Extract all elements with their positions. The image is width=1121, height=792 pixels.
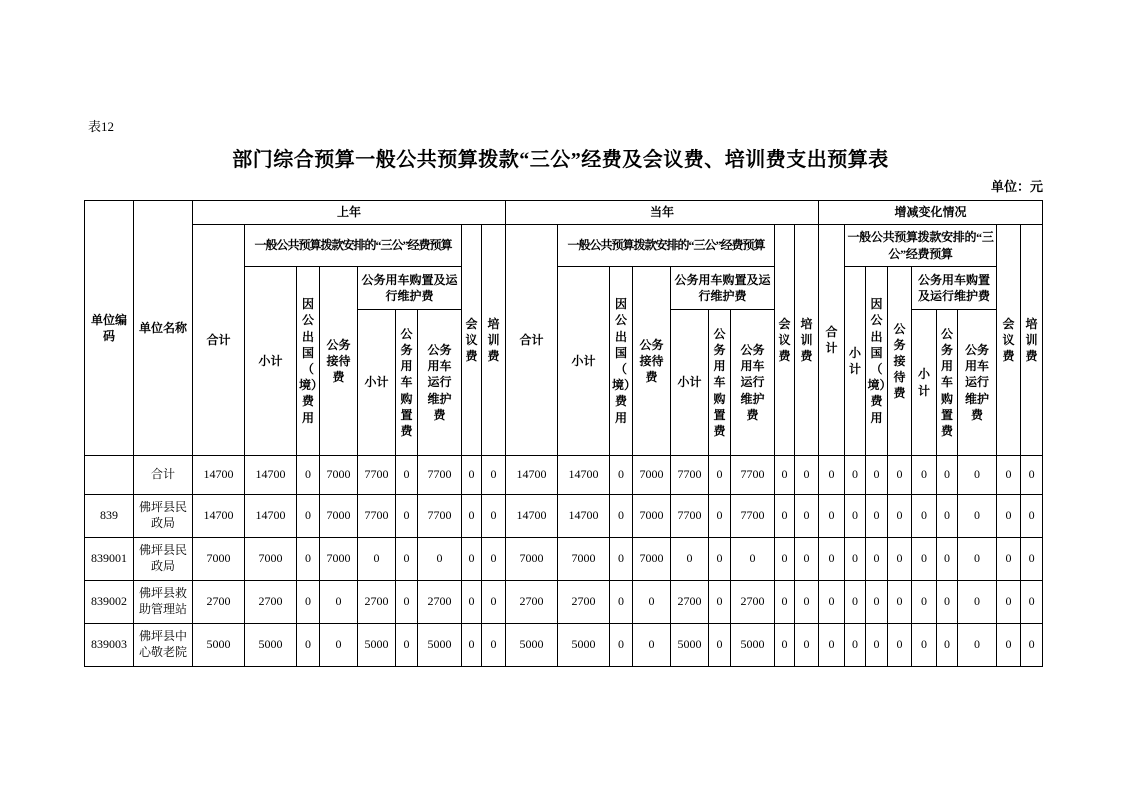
col-header-cy-conference	[775, 225, 795, 456]
unit-code-cell: 839001	[85, 538, 134, 581]
value-cell: 0	[482, 495, 506, 538]
value-cell: 0	[297, 624, 320, 667]
col-header-cy-reception	[633, 267, 671, 456]
col-header-chg-reception	[888, 267, 912, 456]
value-cell: 2700	[558, 581, 610, 624]
value-cell: 0	[997, 624, 1021, 667]
group-header-cy-sangong: 一般公共预算拨款安排的“三公”经费预算	[558, 225, 775, 267]
value-cell: 5000	[358, 624, 396, 667]
training-label: 培训费	[487, 316, 500, 364]
conference-label: 会议费	[778, 316, 791, 364]
value-cell: 0	[462, 581, 482, 624]
value-cell: 0	[819, 456, 845, 495]
unit-code-cell	[85, 456, 134, 495]
value-cell: 0	[297, 456, 320, 495]
value-cell: 0	[958, 581, 997, 624]
value-cell: 2700	[418, 581, 462, 624]
value-cell: 0	[795, 456, 819, 495]
value-cell: 0	[866, 456, 888, 495]
value-cell: 7700	[731, 456, 775, 495]
col-header-cy-vehicle-subtotal: 小计	[671, 310, 709, 456]
conference-label: 会议费	[465, 316, 478, 364]
value-cell: 0	[610, 624, 633, 667]
section-header-current-year: 当年	[506, 201, 819, 225]
value-cell: 0	[912, 456, 937, 495]
value-cell: 5000	[418, 624, 462, 667]
value-cell: 0	[462, 456, 482, 495]
group-header-chg-sangong: 一般公共预算拨款安排的“三公”经费预算	[845, 225, 997, 267]
vehicle-operation-label: 公务用车运行维护费	[965, 343, 990, 422]
col-header-ly-vehicle-operation	[418, 310, 462, 456]
value-cell: 0	[937, 456, 958, 495]
col-header-ly-subtotal: 小计	[245, 267, 297, 456]
unit-name-cell: 佛坪县民政局	[134, 495, 193, 538]
value-cell: 14700	[506, 495, 558, 538]
value-cell: 0	[482, 456, 506, 495]
value-cell: 0	[819, 538, 845, 581]
value-cell: 0	[958, 495, 997, 538]
value-cell: 0	[1021, 538, 1043, 581]
value-cell: 7000	[506, 538, 558, 581]
value-cell: 5000	[558, 624, 610, 667]
group-header-ly-sangong: 一般公共预算拨款安排的“三公”经费预算	[245, 225, 462, 267]
value-cell: 0	[958, 456, 997, 495]
value-cell: 0	[610, 495, 633, 538]
value-cell: 7700	[731, 495, 775, 538]
value-cell: 14700	[193, 456, 245, 495]
value-cell: 7000	[633, 495, 671, 538]
value-cell: 0	[320, 581, 358, 624]
value-cell: 0	[997, 538, 1021, 581]
value-cell: 0	[845, 538, 866, 581]
value-cell: 2700	[358, 581, 396, 624]
unit-code-cell: 839002	[85, 581, 134, 624]
value-cell: 0	[775, 495, 795, 538]
value-cell: 7700	[671, 456, 709, 495]
col-header-chg-subtotal	[845, 267, 866, 456]
value-cell: 0	[482, 624, 506, 667]
value-cell: 0	[958, 538, 997, 581]
col-header-cy-abroad: 因公出国（境）费用	[610, 267, 633, 456]
col-header-ly-reception	[320, 267, 358, 456]
col-header-cy-total: 合计	[506, 225, 558, 456]
value-cell: 0	[937, 581, 958, 624]
value-cell: 7000	[633, 456, 671, 495]
value-cell: 0	[937, 538, 958, 581]
table-row	[85, 581, 1043, 624]
section-header-change: 增减变化情况	[819, 201, 1043, 225]
value-cell: 14700	[558, 456, 610, 495]
value-cell: 0	[709, 456, 731, 495]
value-cell: 14700	[245, 495, 297, 538]
value-cell: 0	[888, 581, 912, 624]
value-cell: 0	[845, 624, 866, 667]
value-cell: 7000	[320, 456, 358, 495]
col-header-chg-abroad: 因公出国（境）费用	[866, 267, 888, 456]
vehicle-operation-label: 公务用车运行维护费	[427, 343, 452, 422]
value-cell: 0	[997, 581, 1021, 624]
value-cell: 0	[912, 624, 937, 667]
col-header-chg-vehicle-operation	[958, 310, 997, 456]
value-cell: 0	[775, 538, 795, 581]
value-cell: 0	[671, 538, 709, 581]
value-cell: 0	[462, 624, 482, 667]
value-cell: 0	[633, 581, 671, 624]
value-cell: 2700	[245, 581, 297, 624]
value-cell: 0	[775, 581, 795, 624]
col-header-cy-vehicle-operation	[731, 310, 775, 456]
page-title: 部门综合预算一般公共预算拨款“三公”经费及会议费、培训费支出预算表	[232, 149, 889, 171]
value-cell: 0	[320, 624, 358, 667]
unit-code-cell: 839	[85, 495, 134, 538]
value-cell: 0	[396, 624, 418, 667]
value-cell: 0	[709, 581, 731, 624]
value-cell: 0	[937, 624, 958, 667]
value-cell: 7000	[193, 538, 245, 581]
value-cell: 5000	[671, 624, 709, 667]
section-header-last-year: 上年	[193, 201, 506, 225]
value-cell: 0	[396, 538, 418, 581]
col-header-ly-vehicle-purchase: 公务用车购置费	[396, 310, 418, 456]
col-header-ly-abroad: 因公出国（境）费用	[297, 267, 320, 456]
unit-name-cell: 合计	[134, 456, 193, 495]
value-cell: 0	[888, 495, 912, 538]
value-cell: 0	[997, 456, 1021, 495]
unit-code-cell: 839003	[85, 624, 134, 667]
col-header-unit-name: 单位名称	[134, 201, 193, 456]
value-cell: 0	[888, 624, 912, 667]
training-label: 培训费	[800, 316, 813, 364]
col-header-unit-code: 单位编码	[85, 201, 134, 456]
value-cell: 0	[610, 538, 633, 581]
value-cell: 0	[358, 538, 396, 581]
value-cell: 7700	[418, 456, 462, 495]
value-cell: 7700	[418, 495, 462, 538]
value-cell: 0	[1021, 456, 1043, 495]
table-number-label: 表12	[88, 119, 115, 134]
value-cell: 0	[297, 581, 320, 624]
value-cell: 5000	[506, 624, 558, 667]
value-cell: 0	[866, 624, 888, 667]
value-cell: 0	[819, 581, 845, 624]
value-cell: 0	[633, 624, 671, 667]
value-cell: 0	[297, 538, 320, 581]
value-cell: 0	[997, 495, 1021, 538]
conference-label: 会议费	[1002, 316, 1015, 364]
value-cell: 0	[888, 456, 912, 495]
reception-label: 公务接待费	[639, 337, 664, 385]
value-cell: 5000	[731, 624, 775, 667]
value-cell: 14700	[506, 456, 558, 495]
subtotal-label: 小计	[849, 345, 862, 376]
value-cell: 0	[845, 581, 866, 624]
col-header-ly-conference	[462, 225, 482, 456]
reception-label: 公务接待费	[893, 321, 906, 401]
value-cell: 0	[912, 581, 937, 624]
table-row	[85, 456, 1043, 495]
value-cell: 0	[958, 624, 997, 667]
training-label: 培训费	[1025, 316, 1038, 364]
vehicle-operation-label: 公务用车运行维护费	[740, 343, 765, 422]
value-cell: 0	[937, 495, 958, 538]
col-header-chg-conference	[997, 225, 1021, 456]
col-header-chg-vehicle-subtotal	[912, 310, 937, 456]
value-cell: 7000	[633, 538, 671, 581]
unit-note: 单位：元	[990, 179, 1043, 194]
value-cell: 7700	[671, 495, 709, 538]
group-header-ly-vehicle: 公务用车购置及运行维护费	[358, 267, 462, 310]
col-header-chg-total	[819, 225, 845, 456]
value-cell: 0	[1021, 581, 1043, 624]
total-label: 合计	[825, 324, 838, 355]
value-cell: 0	[866, 495, 888, 538]
value-cell: 2700	[506, 581, 558, 624]
value-cell: 7000	[320, 495, 358, 538]
value-cell: 0	[845, 456, 866, 495]
value-cell: 7700	[358, 456, 396, 495]
col-header-ly-training	[482, 225, 506, 456]
value-cell: 2700	[671, 581, 709, 624]
value-cell: 0	[845, 495, 866, 538]
col-header-ly-vehicle-subtotal: 小计	[358, 310, 396, 456]
value-cell: 0	[1021, 495, 1043, 538]
value-cell: 0	[462, 538, 482, 581]
value-cell: 5000	[193, 624, 245, 667]
value-cell: 0	[462, 495, 482, 538]
value-cell: 7000	[558, 538, 610, 581]
value-cell: 7000	[320, 538, 358, 581]
value-cell: 0	[731, 538, 775, 581]
value-cell: 0	[912, 495, 937, 538]
value-cell: 5000	[245, 624, 297, 667]
col-header-ly-total: 合计	[193, 225, 245, 456]
value-cell: 0	[396, 581, 418, 624]
value-cell: 0	[819, 495, 845, 538]
col-header-cy-subtotal: 小计	[558, 267, 610, 456]
value-cell: 0	[482, 581, 506, 624]
value-cell: 14700	[558, 495, 610, 538]
value-cell: 0	[297, 495, 320, 538]
vehicle-subtotal-label: 小计	[918, 367, 931, 398]
group-header-cy-vehicle: 公务用车购置及运行维护费	[671, 267, 775, 310]
value-cell: 14700	[193, 495, 245, 538]
table-body	[85, 456, 1043, 667]
value-cell: 0	[819, 624, 845, 667]
unit-name-cell: 佛坪县民政局	[134, 538, 193, 581]
col-header-chg-vehicle-purchase: 公务用车购置费	[937, 310, 958, 456]
value-cell: 0	[1021, 624, 1043, 667]
budget-table	[84, 200, 1043, 667]
value-cell: 0	[709, 495, 731, 538]
value-cell: 14700	[245, 456, 297, 495]
value-cell: 0	[610, 456, 633, 495]
col-header-cy-vehicle-purchase: 公务用车购置费	[709, 310, 731, 456]
value-cell: 0	[795, 495, 819, 538]
value-cell: 0	[418, 538, 462, 581]
table-row	[85, 538, 1043, 581]
table-row	[85, 624, 1043, 667]
reception-label: 公务接待费	[326, 337, 351, 385]
unit-name-cell: 佛坪县中心敬老院	[134, 624, 193, 667]
group-header-chg-vehicle: 公务用车购置及运行维护费	[912, 267, 997, 310]
value-cell: 0	[709, 538, 731, 581]
value-cell: 0	[795, 538, 819, 581]
value-cell: 0	[795, 624, 819, 667]
value-cell: 0	[888, 538, 912, 581]
value-cell: 0	[396, 495, 418, 538]
value-cell: 0	[610, 581, 633, 624]
value-cell: 7000	[245, 538, 297, 581]
value-cell: 2700	[731, 581, 775, 624]
unit-name-cell: 佛坪县救助管理站	[134, 581, 193, 624]
table-header	[85, 201, 1043, 456]
value-cell: 0	[866, 538, 888, 581]
value-cell: 0	[775, 624, 795, 667]
value-cell: 0	[912, 538, 937, 581]
value-cell: 0	[775, 456, 795, 495]
value-cell: 0	[795, 581, 819, 624]
value-cell: 7700	[358, 495, 396, 538]
value-cell: 0	[866, 581, 888, 624]
value-cell: 0	[396, 456, 418, 495]
col-header-cy-training	[795, 225, 819, 456]
table-row	[85, 495, 1043, 538]
value-cell: 0	[709, 624, 731, 667]
value-cell: 0	[482, 538, 506, 581]
col-header-chg-training	[1021, 225, 1043, 456]
value-cell: 2700	[193, 581, 245, 624]
